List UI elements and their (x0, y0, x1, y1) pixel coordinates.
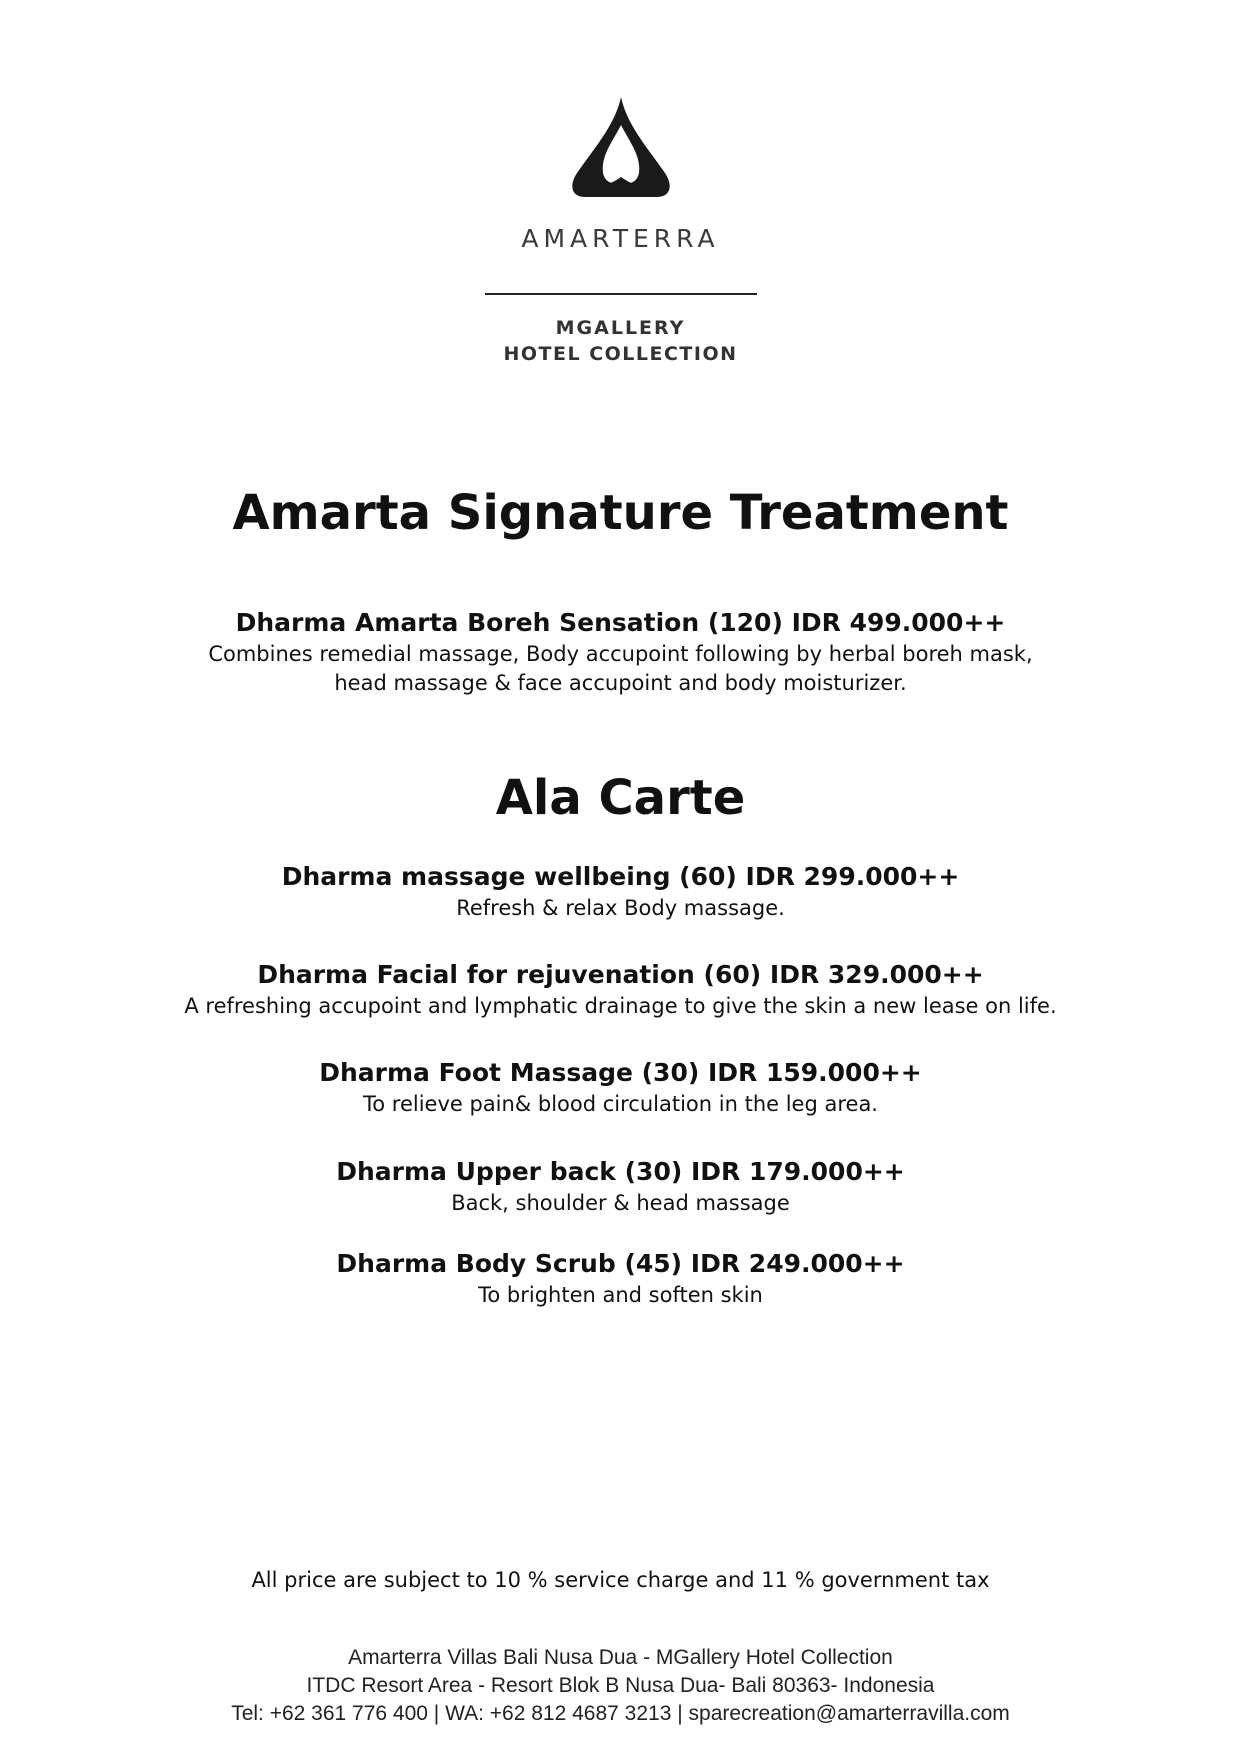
signature-heading: Amarta Signature Treatment (232, 485, 1009, 541)
ala-carte-heading: Ala Carte (495, 770, 746, 826)
menu-item-desc: A refreshing accupoint and lymphatic drainage to give the skin a new lease on life. (184, 994, 1057, 1018)
menu-item-title: Dharma Upper back (30) IDR 179.000++ (336, 1157, 905, 1186)
menu-item-desc: Refresh & relax Body massage. (456, 896, 785, 920)
menu-item-desc: Back, shoulder & head massage (451, 1191, 790, 1215)
footer-contact-line: Tel: +62 361 776 400 | WA: +62 812 4687 3213 | sparecreation@amarterravilla.com (231, 1702, 1010, 1725)
footer-address-line2: ITDC Resort Area - Resort Blok B Nusa Dua- Bali 80363- Indonesia (306, 1674, 935, 1697)
signature-item-title: Dharma Amarta Boreh Sensation (120) IDR 499.000++ (235, 608, 1006, 637)
menu-item-desc: To brighten and soften skin (478, 1283, 763, 1307)
menu-item-title: Dharma Facial for rejuvenation (60) IDR 329.000++ (257, 960, 984, 989)
amarterra-logo-icon (565, 95, 677, 205)
menu-item-title: Dharma Foot Massage (30) IDR 159.000++ (319, 1058, 922, 1087)
menu-item-title: Dharma massage wellbeing (60) IDR 299.000++ (281, 862, 960, 891)
pricing-note: All price are subject to 10 % service charge and 11 % government tax (251, 1568, 990, 1592)
footer-address-line1: Amarterra Villas Bali Nusa Dua - MGallery Hotel Collection (348, 1646, 893, 1669)
brand-subtitle-line2: HOTEL COLLECTION (503, 343, 738, 365)
menu-item-desc: To relieve pain& blood circulation in the leg area. (363, 1092, 878, 1116)
menu-item-title: Dharma Body Scrub (45) IDR 249.000++ (336, 1249, 905, 1278)
brand-name: AMARTERRA (521, 224, 720, 253)
signature-item-desc-line1: Combines remedial massage, Body accupoint following by herbal boreh mask, (208, 642, 1033, 666)
brand-divider (485, 293, 757, 295)
signature-item-desc-line2: head massage & face accupoint and body moisturizer. (334, 671, 907, 695)
brand-subtitle-line1: MGALLERY (555, 317, 686, 339)
